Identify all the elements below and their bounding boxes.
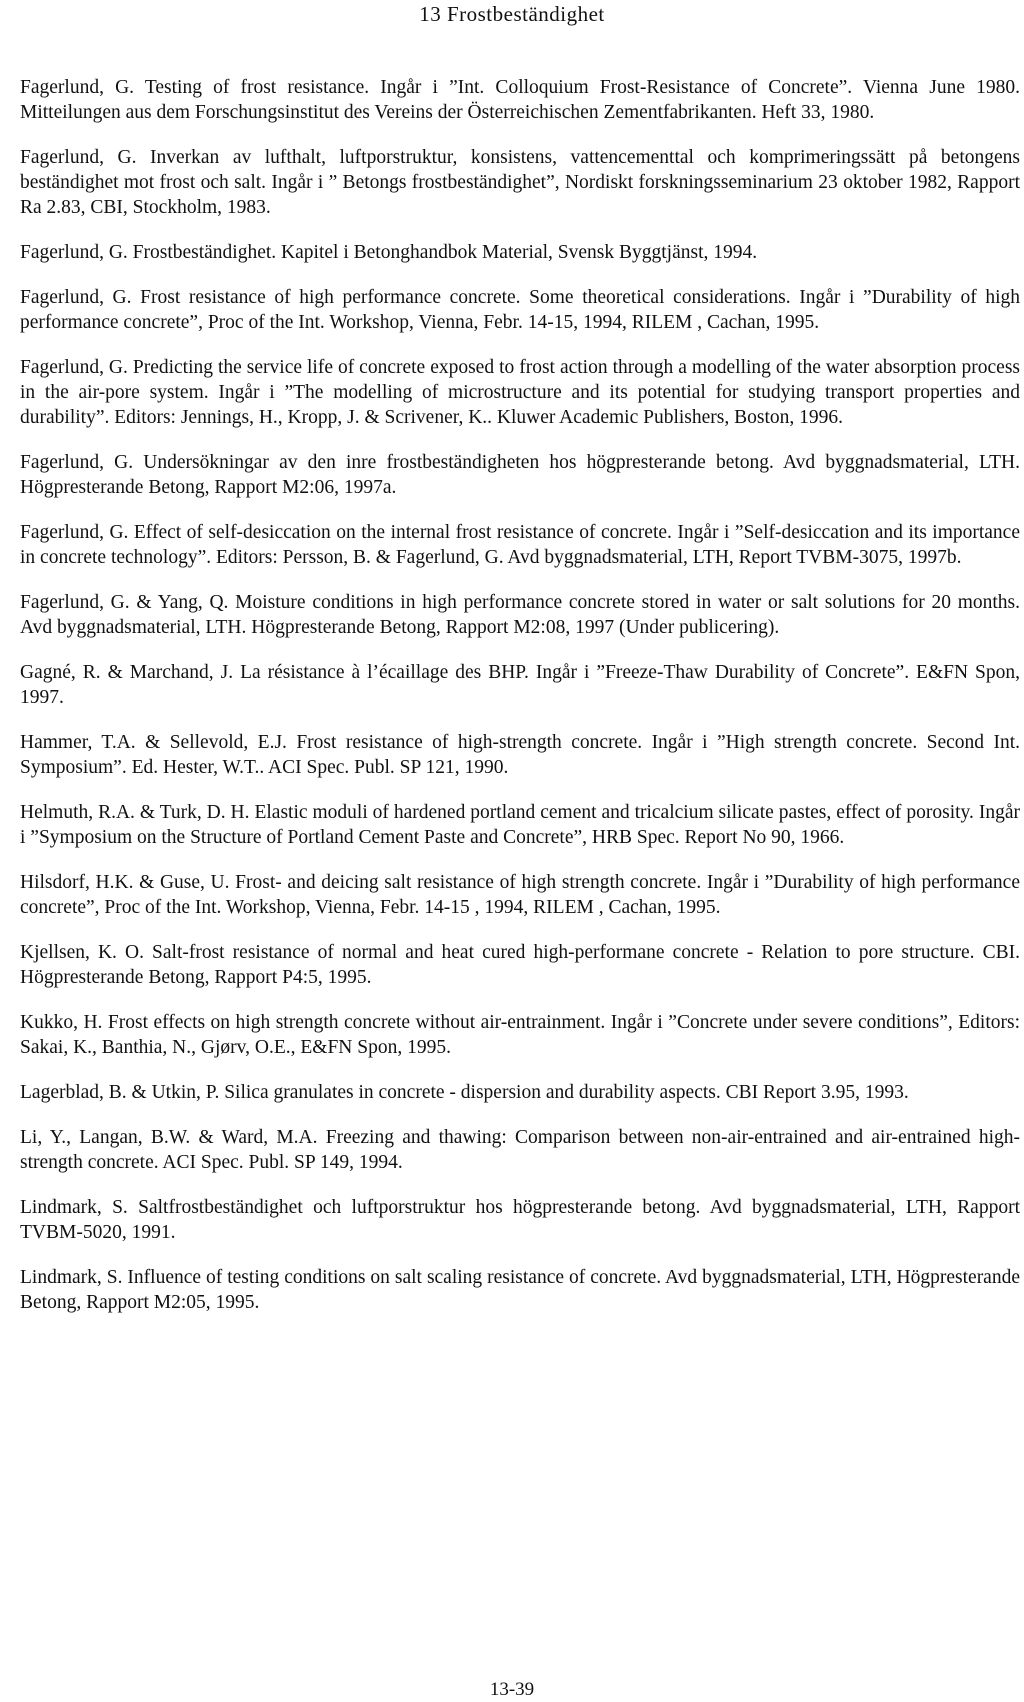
reference-item: Lagerblad, B. & Utkin, P. Silica granulates in concrete - dispersion and durability aspects. CBI Report 3.95, 1993. <box>20 1082 909 1103</box>
reference-item: Gagné, R. & Marchand, J. La résistance à l’écaillage des BHP. Ingår i ”Freeze-Thaw Durability of Concrete”. E&FN Spon, 1997. <box>20 662 1020 708</box>
reference-item: Lindmark, S. Influence of testing conditions on salt scaling resistance of concrete. Avd byggnadsmaterial, LTH, Högpresterande Betong, Rapport M2:05, 1995. <box>20 1267 1020 1313</box>
reference-item: Fagerlund, G. Undersökningar av den inre frostbeständigheten hos högpresterande betong. Avd byggnadsmaterial, LTH. Högpresterande Betong, Rapport M2:06, 1997a. <box>20 452 1020 498</box>
reference-item: Fagerlund, G. & Yang, Q. Moisture conditions in high performance concrete stored in water or salt solutions for 20 months. Avd byggnadsmaterial, LTH. Högpresterande Betong, Rapport M2:08, 1997 (Under publicering). <box>20 592 1020 638</box>
reference-item: Fagerlund, G. Inverkan av lufthalt, luftporstruktur, konsistens, vattencementtal och komprimeringssätt på betongens beständighet mot frost och salt. Ingår i ” Betongs frostbeständighet”, Nordiskt forskningsseminarium 23 oktober 1982, Rapport Ra 2.83, CBI, Stockholm, 1983. <box>20 147 1020 218</box>
reference-list <box>20 75 1020 1335</box>
reference-item: Lindmark, S. Saltfrostbeständighet och luftporstruktur hos högpresterande betong. Avd byggnadsmaterial, LTH, Rapport TVBM-5020, 1991. <box>20 1197 1020 1243</box>
reference-item: Kukko, H. Frost effects on high strength concrete without air-entrainment. Ingår i ”Concrete under severe conditions”, Editors: Sakai, K., Banthia, N., Gjørv, O.E., E&FN Spon, 1995. <box>20 1012 1020 1058</box>
reference-item: Hilsdorf, H.K. & Guse, U. Frost- and deicing salt resistance of high strength concrete. Ingår i ”Durability of high performance concrete”, Proc of the Int. Workshop, Vienna, Febr. 14-15 , 1994, RILEM , Cachan, 1995. <box>20 872 1020 918</box>
reference-item: Fagerlund, G. Frostbeständighet. Kapitel i Betonghandbok Material, Svensk Byggtjänst, 1994. <box>20 242 758 263</box>
reference-item: Fagerlund, G. Effect of self-desiccation on the internal frost resistance of concrete. Ingår i ”Self-desiccation and its importance in concrete technology”. Editors: Persson, B. & Fagerlund, G. Avd byggnadsmaterial, LTH, Report TVBM-3075, 1997b. <box>20 522 1020 568</box>
reference-item: Fagerlund, G. Testing of frost resistance. Ingår i ”Int. Colloquium Frost-Resistance of Concrete”. Vienna June 1980. Mitteilungen aus dem Forschungsinstitut des Vereins der Österreichischen Zementfabrikanten. Heft 33, 1980. <box>20 77 1020 123</box>
running-head-title: 13 Frostbeständighet <box>419 2 605 26</box>
reference-item: Kjellsen, K. O. Salt-frost resistance of normal and heat cured high-performane concrete - Relation to pore structure. CBI. Högpresterande Betong, Rapport P4:5, 1995. <box>20 942 1020 988</box>
reference-item: Li, Y., Langan, B.W. & Ward, M.A. Freezing and thawing: Comparison between non-air-entrained and air-entrained high-strength concrete. ACI Spec. Publ. SP 149, 1994. <box>20 1127 1020 1173</box>
reference-item: Helmuth, R.A. & Turk, D. H. Elastic moduli of hardened portland cement and tricalcium silicate pastes, effect of porosity. Ingår i ”Symposium on the Structure of Portland Cement Paste and Concrete”, HRB Spec. Report No 90, 1966. <box>20 802 1020 848</box>
reference-item: Hammer, T.A. & Sellevold, E.J. Frost resistance of high-strength concrete. Ingår i ”High strength concrete. Second Int. Symposium”. Ed. Hester, W.T.. ACI Spec. Publ. SP 121, 1990. <box>20 732 1020 778</box>
reference-item: Fagerlund, G. Frost resistance of high performance concrete. Some theoretical considerations. Ingår i ”Durability of high performance concrete”, Proc of the Int. Workshop, Vienna, Febr. 14-15, 1994, RILEM , Cachan, 1995. <box>20 287 1020 333</box>
reference-item: Fagerlund, G. Predicting the service life of concrete exposed to frost action through a modelling of the water absorption process in the air-pore system. Ingår i ”The modelling of microstructure and its potential for studying transport properties and durability”. Editors: Jennings, H., Kropp, J. & Scrivener, K.. Kluwer Academic Publishers, Boston, 1996. <box>20 357 1020 428</box>
page-number: 13-39 <box>489 1679 535 1700</box>
